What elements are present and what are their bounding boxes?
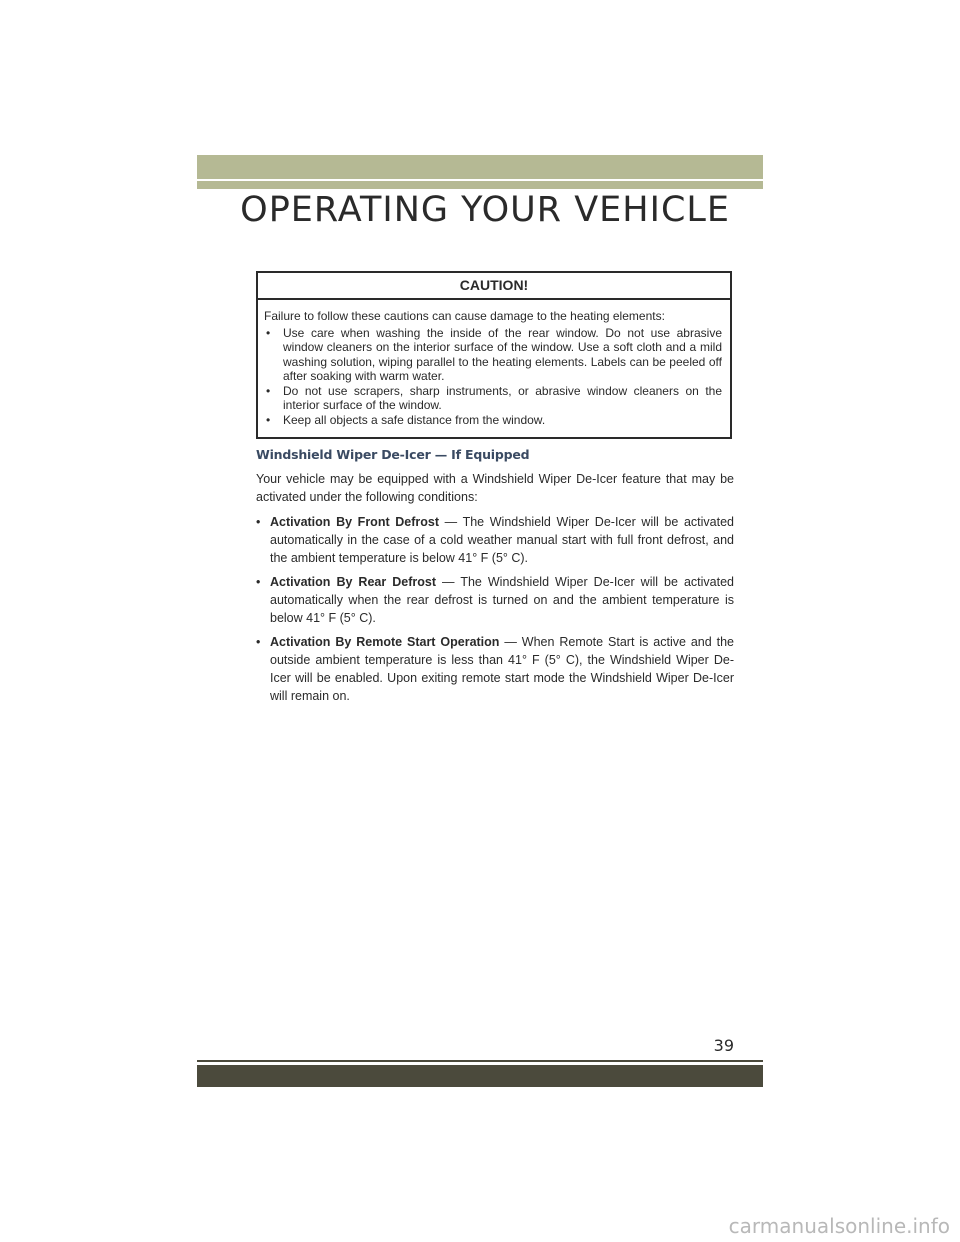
caution-title: CAUTION! xyxy=(258,273,730,300)
caution-item: • Keep all objects a safe distance from the window. xyxy=(264,413,722,428)
condition-item xyxy=(256,573,734,627)
watermark: carmanualsonline.info xyxy=(728,1214,950,1238)
condition-item xyxy=(256,633,734,705)
condition-label: Activation By Remote Start Operation xyxy=(270,635,500,649)
header-rule xyxy=(197,181,763,189)
footer-rule xyxy=(197,1060,763,1062)
conditions-list xyxy=(256,513,734,705)
condition-text: — When Remote Start is active and the outside ambient temperature is less than 41° F (5° C), the Windshield Wiper De-Icer will be enabled. Upon exiting remote start mode the Windshield Wiper De-Icer will remain on. xyxy=(270,635,734,703)
caution-item: • Do not use scrapers, sharp instruments, or abrasive window cleaners on the interior surface of the window. xyxy=(264,384,722,413)
caution-intro: Failure to follow these cautions can cause damage to the heating elements: xyxy=(264,309,665,323)
condition-text: — The Windshield Wiper De-Icer will be activated automatically in the case of a cold weather manual start with full front defrost, and the ambient temperature is below 41° F (5° C). xyxy=(270,515,734,565)
condition-item xyxy=(256,513,734,567)
header-band xyxy=(197,155,763,179)
caution-body xyxy=(258,300,730,427)
condition-label: Activation By Rear Defrost xyxy=(270,575,437,589)
footer-band xyxy=(197,1065,763,1087)
section-heading: Windshield Wiper De-Icer — If Equipped xyxy=(256,447,530,462)
caution-list xyxy=(264,326,722,428)
page-number: 39 xyxy=(713,1036,734,1055)
condition-text: — The Windshield Wiper De-Icer will be activated automatically when the rear defrost is turned on and the ambient temperature is below 41° F (5° C). xyxy=(270,575,735,625)
caution-item: • Use care when washing the inside of the rear window. Do not use abrasive window cleaners on the interior surface of the window. Use a soft cloth and a mild washing solution, wiping parallel to the heating elements. Labels can be peeled off after soaking with warm water. xyxy=(264,326,722,384)
section-title: OPERATING YOUR VEHICLE xyxy=(240,190,730,230)
caution-box xyxy=(256,271,732,439)
main-content xyxy=(256,447,734,711)
section-intro: Your vehicle may be equipped with a Windshield Wiper De-Icer feature that may be activated under the following conditions: xyxy=(256,472,734,504)
condition-label: Activation By Front Defrost xyxy=(270,515,440,529)
